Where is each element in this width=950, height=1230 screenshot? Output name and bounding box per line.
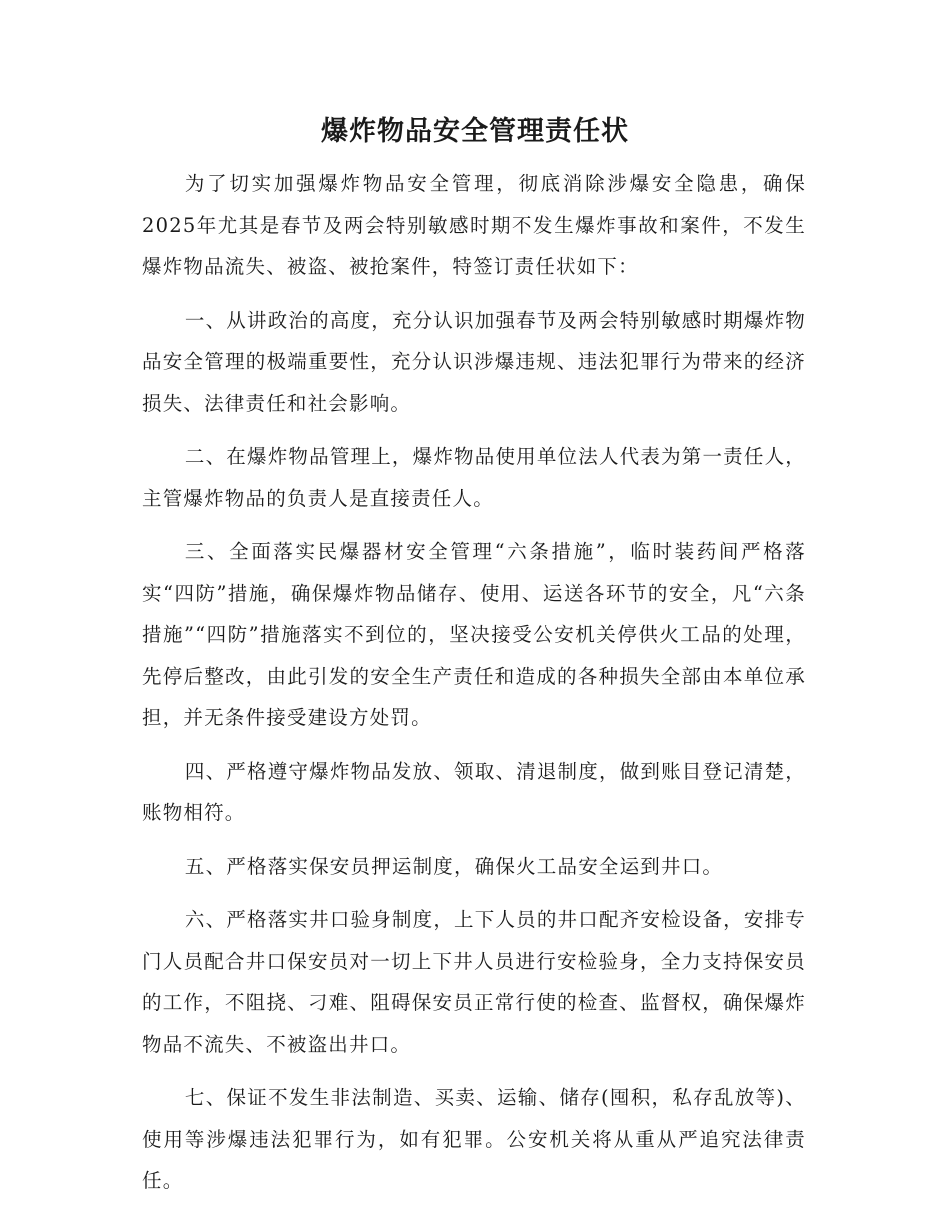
clause-3-paragraph: 三、全面落实民爆器材安全管理“六条措施”，临时装药间严格落实“四防”措施，确保爆炸物品储存、使用、运送各环节的安全，凡“六条措施”“四防”措施落实不到位的，坚决接受公安机关停供火工品的处理，先停后整改，由此引发的安全生产责任和造成的各种损失全部由本单位承担，并无条件接受建设方处罚。: [142, 540, 806, 729]
clause-1-paragraph: 一、从讲政治的高度，充分认识加强春节及两会特别敏感时期爆炸物品安全管理的极端重要性，充分认识涉爆违规、违法犯罪行为带来的经济损失、法律责任和社会影响。: [142, 308, 806, 415]
clause-5-paragraph: 五、严格落实保安员押运制度，确保火工品安全运到井口。: [184, 854, 724, 878]
document-title: 爆炸物品安全管理责任状: [321, 116, 629, 147]
clause-2-paragraph: 二、在爆炸物品管理上，爆炸物品使用单位法人代表为第一责任人，主管爆炸物品的负责人是直接责任人。: [142, 445, 806, 510]
clause-4-paragraph: 四、严格遵守爆炸物品发放、领取、清退制度，做到账目登记清楚，账物相符。: [142, 759, 806, 824]
intro-paragraph: 为了切实加强爆炸物品安全管理，彻底消除涉爆安全隐患，确保2025年尤其是春节及两会特别敏感时期不发生爆炸事故和案件，不发生爆炸物品流失、被盗、被抢案件，特签订责任状如下：: [142, 172, 806, 278]
clause-6-paragraph: 六、严格落实井口验身制度，上下人员的井口配齐安检设备，安排专门人员配合井口保安员对一切上下井人员进行安检验身，全力支持保安员的工作，不阻挠、刁难、阻碍保安员正常行使的检查、监督权，确保爆炸物品不流失、不被盗出井口。: [142, 908, 806, 1056]
document-body: [142, 163, 806, 1202]
clause-7-paragraph: 七、保证不发生非法制造、买卖、运输、储存(囤积，私存乱放等)、使用等涉爆违法犯罪行为，如有犯罪。公安机关将从重从严追究法律责任。: [142, 1086, 806, 1192]
